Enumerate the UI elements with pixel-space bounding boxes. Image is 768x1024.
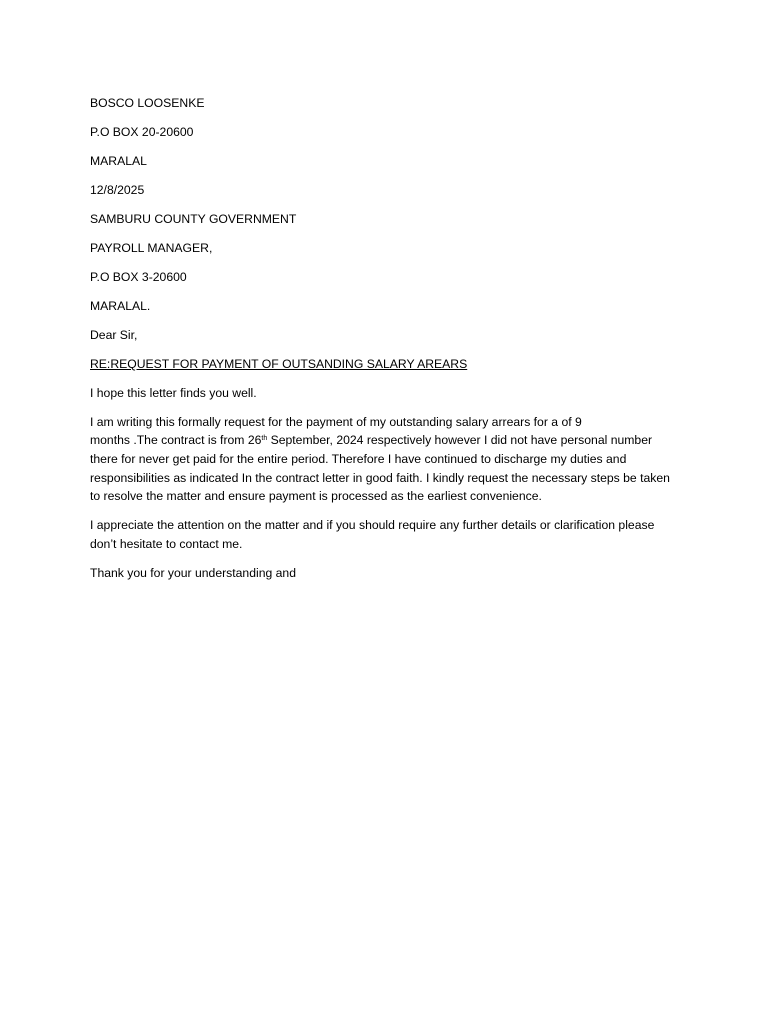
sender-town: MARALAL xyxy=(90,153,147,168)
sender-name: BOSCO LOOSENKE xyxy=(90,96,205,110)
sender-po-box: P.O BOX 20-20600 xyxy=(90,124,194,139)
body-paragraph-2: I appreciate the attention on the matter and if you should require any further details or clarification please don’t hesitate to contact me. xyxy=(90,518,655,551)
recipient-town: MARALAL. xyxy=(90,298,151,313)
salutation: Dear Sir, xyxy=(90,327,138,342)
opening-line: I hope this letter finds you well. xyxy=(90,385,257,400)
recipient-title: PAYROLL MANAGER, xyxy=(90,240,213,255)
closing-line: Thank you for your understanding and xyxy=(90,565,296,580)
ordinal-suffix: th xyxy=(261,435,268,443)
recipient-po-box: P.O BOX 3-20600 xyxy=(90,269,187,284)
body-paragraph-1-text-rest: September, 2024 respectively however I did not have personal number there for never get paid for the entire period. Therefore I have continued to discharge my duties and responsibilities as indicated In the contract letter in good faith. I kindly request the necessary steps be taken to resolve the matter and ensure payment is processed as the earliest convenience. xyxy=(90,433,670,504)
letter-date: 12/8/2025 xyxy=(90,182,145,197)
body-paragraph-1-first-line: I am writing this formally request for the payment of my outstanding salary arrears for a of 9 xyxy=(90,414,582,429)
body-paragraph-1 xyxy=(90,413,682,506)
letter-page xyxy=(90,94,682,593)
recipient-organization: SAMBURU COUNTY GOVERNMENT xyxy=(90,211,297,226)
body-paragraph-1-text-start: months .The contract is from 26 xyxy=(90,433,262,448)
subject-line: RE:REQUEST FOR PAYMENT OF OUTSANDING SALARY AREARS xyxy=(90,356,468,371)
